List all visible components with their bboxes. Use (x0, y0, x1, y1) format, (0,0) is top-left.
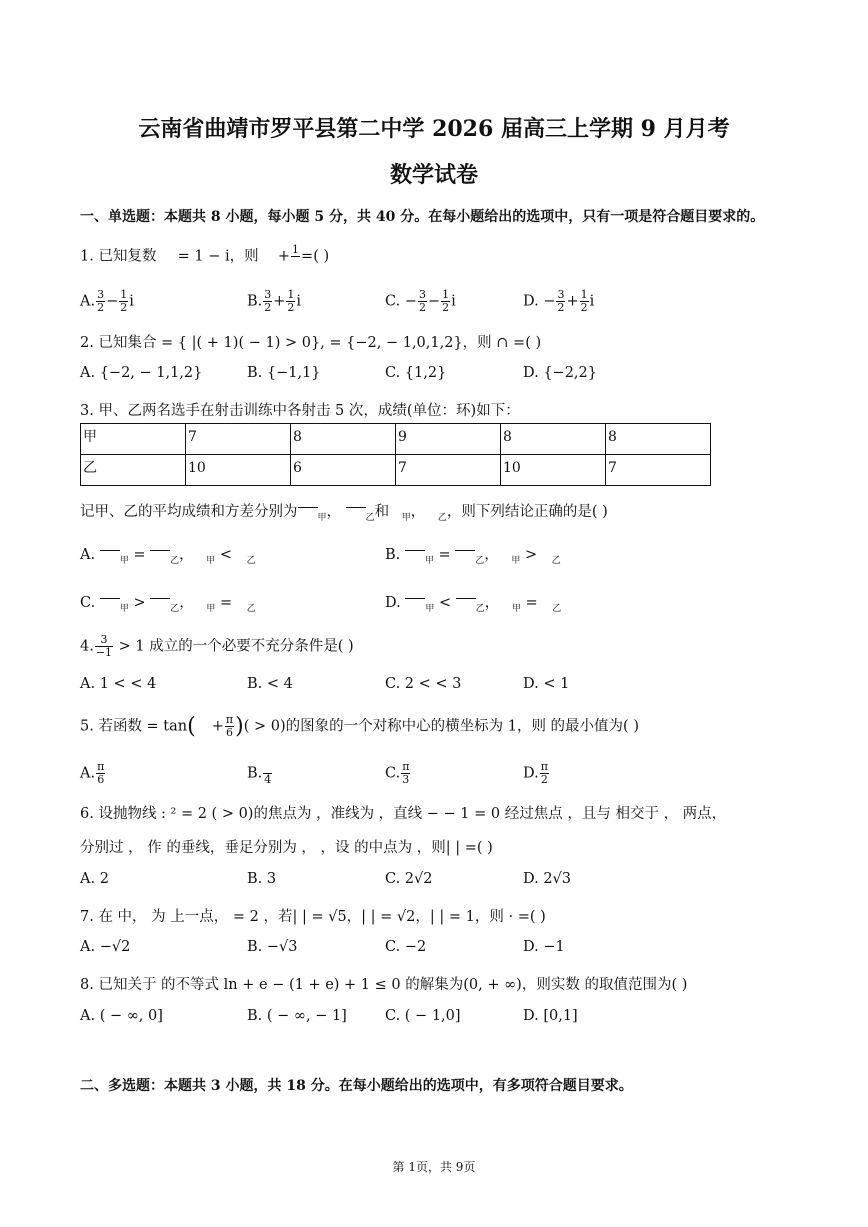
q1-text-a: 1. 已知复数 (80, 248, 157, 265)
section-heading-multiple-choice: 二、多选题：本题共 3 小题，共 18 分。在每小题给出的选项中，有多项符合题目要求。 (80, 1078, 633, 1094)
q3-description: 记甲、乙的平均成绩和方差分别为 $_甲$， $_乙$和 $_甲$， $_乙$，则下列结论正确的是( ) (80, 504, 608, 523)
q5-option-a: A. $\frac{\pi}{6}$ (80, 760, 105, 786)
table-cell: 6 (291, 455, 396, 486)
q2-option-a: A. {−2, − 1,1,2} (80, 365, 203, 381)
question-1-stem (80, 244, 329, 269)
table-cell: 7 (396, 455, 501, 486)
q3-option-c: C. $_甲$ > $_乙$， $_甲$ = $_乙$ (80, 595, 256, 614)
q1-fraction: 1 (292, 243, 300, 256)
q1-option-c: C. − $\frac{3}{2}$ − $\frac{1}{2}$ i (385, 288, 456, 314)
table-cell: 8 (606, 424, 711, 455)
question-6-stem-line1: 6. 设抛物线 : ² = 2 ( > 0)的焦点为 ，准线为 ，直线 − − 1 = 0 经过焦点 ，且与 相交于 ， 两点， (80, 806, 727, 822)
table-cell: 10 (501, 455, 606, 486)
table-row (81, 424, 711, 455)
q8-option-d: D. [0,1] (523, 1008, 578, 1024)
q4-option-c: C. 2 < < 3 (385, 676, 462, 692)
q1-text-d: =( ) (301, 248, 330, 265)
question-2-stem: 2. 已知集合 = { |( + 1)( − 1) > 0}, = {−2, − 1,0,1,2}，则 ∩ =( ) (80, 335, 542, 351)
q1-option-b: B. $\frac{3}{2}$ + $\frac{1}{2}$ i (247, 288, 302, 314)
q3-option-b: B. $_甲$ = $_乙$， $_甲$ > $_乙$ (385, 547, 561, 566)
table-row (81, 455, 711, 486)
table-cell: 10 (186, 455, 291, 486)
question-5-stem: 5. 若函数 = tan( + $\frac{\pi}{6}$ )( > 0)的图象的一个对称中心的横坐标为 1，则 的最小值为( ) (80, 713, 639, 739)
q3-option-d: D. $_甲$ < $_乙$， $_甲$ = $_乙$ (385, 595, 562, 614)
table-cell: 9 (396, 424, 501, 455)
q5-option-c: C. $\frac{\pi}{3}$ (385, 760, 410, 786)
table-cell: 7 (606, 455, 711, 486)
score-table (80, 423, 711, 486)
q8-option-a: A. ( − ∞, 0] (80, 1008, 163, 1024)
q2-option-c: C. {1,2} (385, 365, 447, 381)
q6-option-d: D. 2√3 (523, 871, 572, 887)
q7-option-b: B. −√3 (247, 939, 298, 955)
q1-option-a: A. $\frac{3}{2}$ − $\frac{1}{2}$ i (80, 288, 134, 314)
table-cell: 甲 (81, 424, 186, 455)
q6-option-b: B. 3 (247, 871, 277, 887)
q6-option-a: A. 2 (80, 871, 109, 887)
q3-option-a: A. $_甲$ = $_乙$， $_甲$ < $_乙$ (80, 547, 256, 566)
table-cell: 乙 (81, 455, 186, 486)
q8-option-c: C. ( − 1,0] (385, 1008, 461, 1024)
q7-option-c: C. −2 (385, 939, 427, 955)
question-3-stem: 3. 甲、乙两名选手在射击训练中各射击 5 次，成绩(单位：环)如下： (80, 403, 520, 419)
question-7-stem: 7. 在 中， 为 上一点， = 2 ，若| | = √5，| | = √2，| | = 1，则 · =( ) (80, 909, 546, 925)
q4-option-b: B. < 4 (247, 676, 293, 692)
page-number-footer: 第 1页，共 9页 (392, 1160, 476, 1174)
q4-option-a: A. 1 < < 4 (80, 676, 157, 692)
question-6-stem-line2: 分别过 ， 作 的垂线，垂足分别为 ， ，设 的中点为 ，则| | =( ) (80, 840, 493, 856)
table-cell: 8 (291, 424, 396, 455)
q8-option-b: B. ( − ∞, − 1] (247, 1008, 347, 1024)
q1-text-b: = 1 − i，则 (177, 248, 259, 265)
question-8-stem: 8. 已知关于 的不等式 ln + e − (1 + e) + 1 ≤ 0 的解集为(0, + ∞)，则实数 的取值范围为( ) (80, 977, 688, 993)
q4-option-d: D. < 1 (523, 676, 570, 692)
question-4-stem: 4. $\frac{3}{-1}$ > 1 成立的一个必要不充分条件是( ) (80, 633, 354, 659)
section-heading-single-choice: 一、单选题：本题共 8 小题，每小题 5 分，共 40 分。在每小题给出的选项中，只有一项是符合题目要求的。 (80, 209, 765, 225)
q2-option-d: D. {−2,2} (523, 365, 597, 381)
q5-option-b: B. 4 (247, 761, 273, 786)
q6-option-c: C. 2√2 (385, 871, 433, 887)
q5-option-d: D. $\frac{\pi}{2}$ (523, 760, 548, 786)
q7-option-a: A. −√2 (80, 939, 131, 955)
page-subtitle: 数学试卷 (389, 162, 478, 188)
q1-text-c: + (277, 248, 291, 265)
q7-option-d: D. −1 (523, 939, 565, 955)
table-cell: 7 (186, 424, 291, 455)
page-title: 云南省曲靖市罗平县第二中学 2026 届高三上学期 9 月月考 (138, 116, 730, 142)
q1-option-d: D. − $\frac{3}{2}$ + $\frac{1}{2}$ i (523, 288, 595, 314)
q2-option-b: B. {−1,1} (247, 365, 321, 381)
table-cell: 8 (501, 424, 606, 455)
